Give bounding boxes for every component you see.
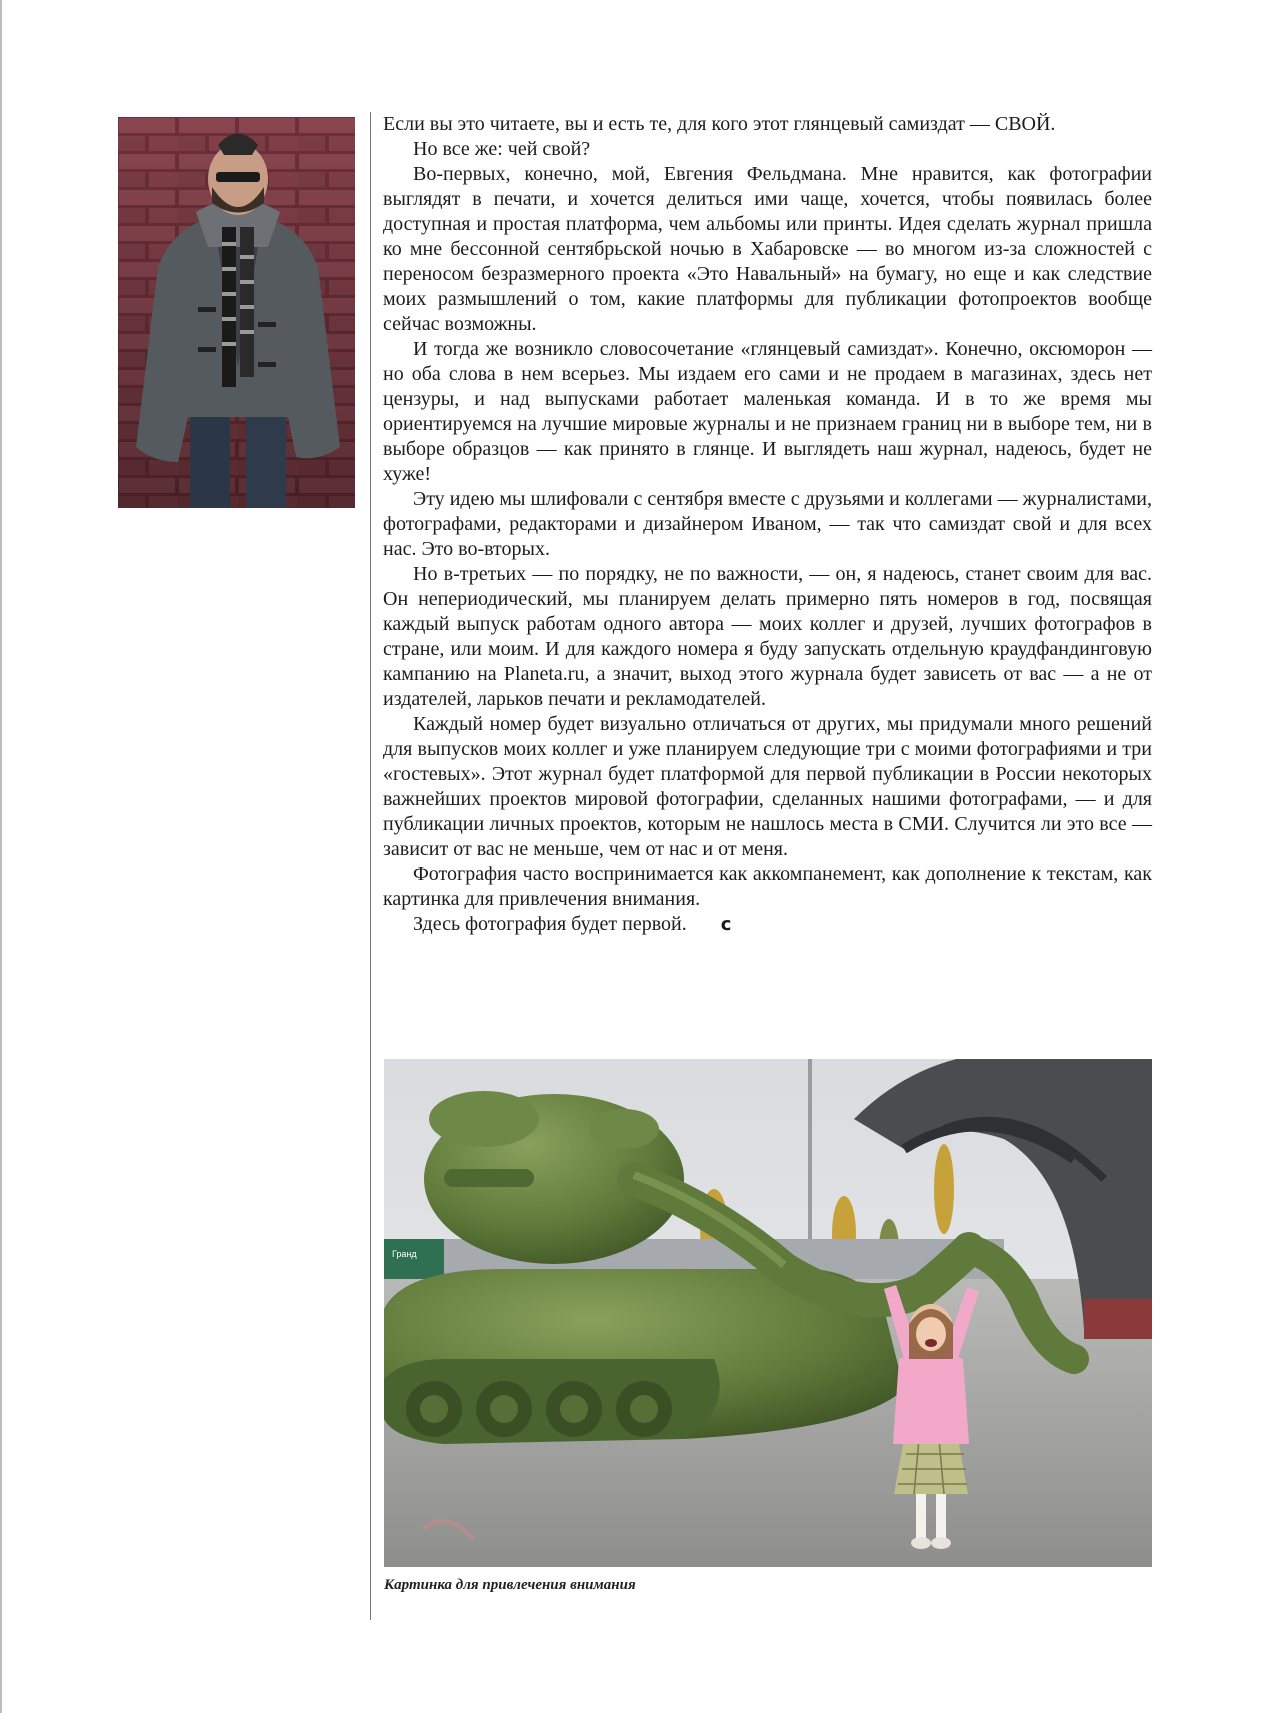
article-paragraph: Но в-третьих — по порядку, не по важности, — он, я надеюсь, станет своим для вас. Он непериодический, мы планируем делать примерно пять номеров в год, посвящая каждый выпуск работам одного автора — моих коллег и друзей, лучших фотографов в стране, или моим. И для каждого номера я буду запускать отдельную краудфандинговую кампанию на Planeta.ru, а значит, выход этого журнала будет зависеть от вас — а не от издателей, ларьков печати и рекламодателей. (383, 563, 1152, 710)
page-edge-rule (0, 0, 2, 1713)
article-paragraph: Каждый номер будет визуально отличаться от других, мы придумали много решений для выпусков моих коллег и уже планируем следующие три с моими фотографиями и три «гостевых». Этот журнал будет платформой для первой публикации в России некоторых важнейших проектов мировой фотографии, сделанных нашими фотографами, — и для публикации личных проектов, которым не нашлось места в СМИ. Случится ли это все — зависит от вас не меньше, чем от нас и от меня. (383, 713, 1152, 860)
article-paragraph: И тогда же возникло словосочетание «глянцевый самиздат». Конечно, оксюморон — но оба слова в нем всерьез. Мы издаем его сами и не продаем в магазинах, здесь нет цензуры, и над выпусками работает маленькая команда. И в то же время мы ориентируемся на лучшие мировые журналы и не признаем границ ни в выборе тем, ни в выборе образцов — как принято в глянце. И выглядеть наш журнал, надеюсь, будет не хуже! (383, 338, 1152, 485)
end-of-article-mark: c (720, 914, 732, 935)
article-paragraph: Эту идею мы шлифовали с сентября вместе с друзьями и коллегами — журналистами, фотографами, редакторами и дизайнером Иваном, — так что самиздат свой и для всех нас. Это во-вторых. (383, 488, 1152, 560)
author-portrait-photo (118, 117, 355, 508)
article-paragraph: Если вы это читаете, вы и есть те, для кого этот глянцевый самиздат — СВОЙ. (383, 113, 1056, 135)
photo-caption: Картинка для привлечения внимания (384, 1577, 636, 1593)
article-paragraph: Во-первых, конечно, мой, Евгения Фельдмана. Мне нравится, как фотографии выглядят в печати, и хочется делиться ими чаще, хочется, чтобы появилась более доступная и простая платформа, чем альбомы или принты. Идея сделать журнал пришла ко мне бессонной сентябрьской ночью в Хабаровске — во многом из-за сложностей с переносом безразмерного проекта «Это Навальный» на бумагу, но еще и как следствие моих размышлений о том, какие платформы для публикации фотопроектов вообще сейчас возможны. (383, 163, 1152, 335)
article-paragraph: Но все же: чей свой? (413, 138, 591, 160)
article-paragraph-last (383, 912, 1152, 937)
editorial-article (383, 112, 1152, 937)
article-paragraph: Фотография часто воспринимается как аккомпанемент, как дополнение к текстам, как картинка для привлечения внимания. (383, 863, 1152, 910)
column-divider (370, 112, 371, 1620)
sign-text: Гранд (392, 1249, 417, 1259)
inflatable-tank-photo (384, 1059, 1152, 1567)
article-closing-text: Здесь фотография будет первой. (413, 913, 687, 935)
